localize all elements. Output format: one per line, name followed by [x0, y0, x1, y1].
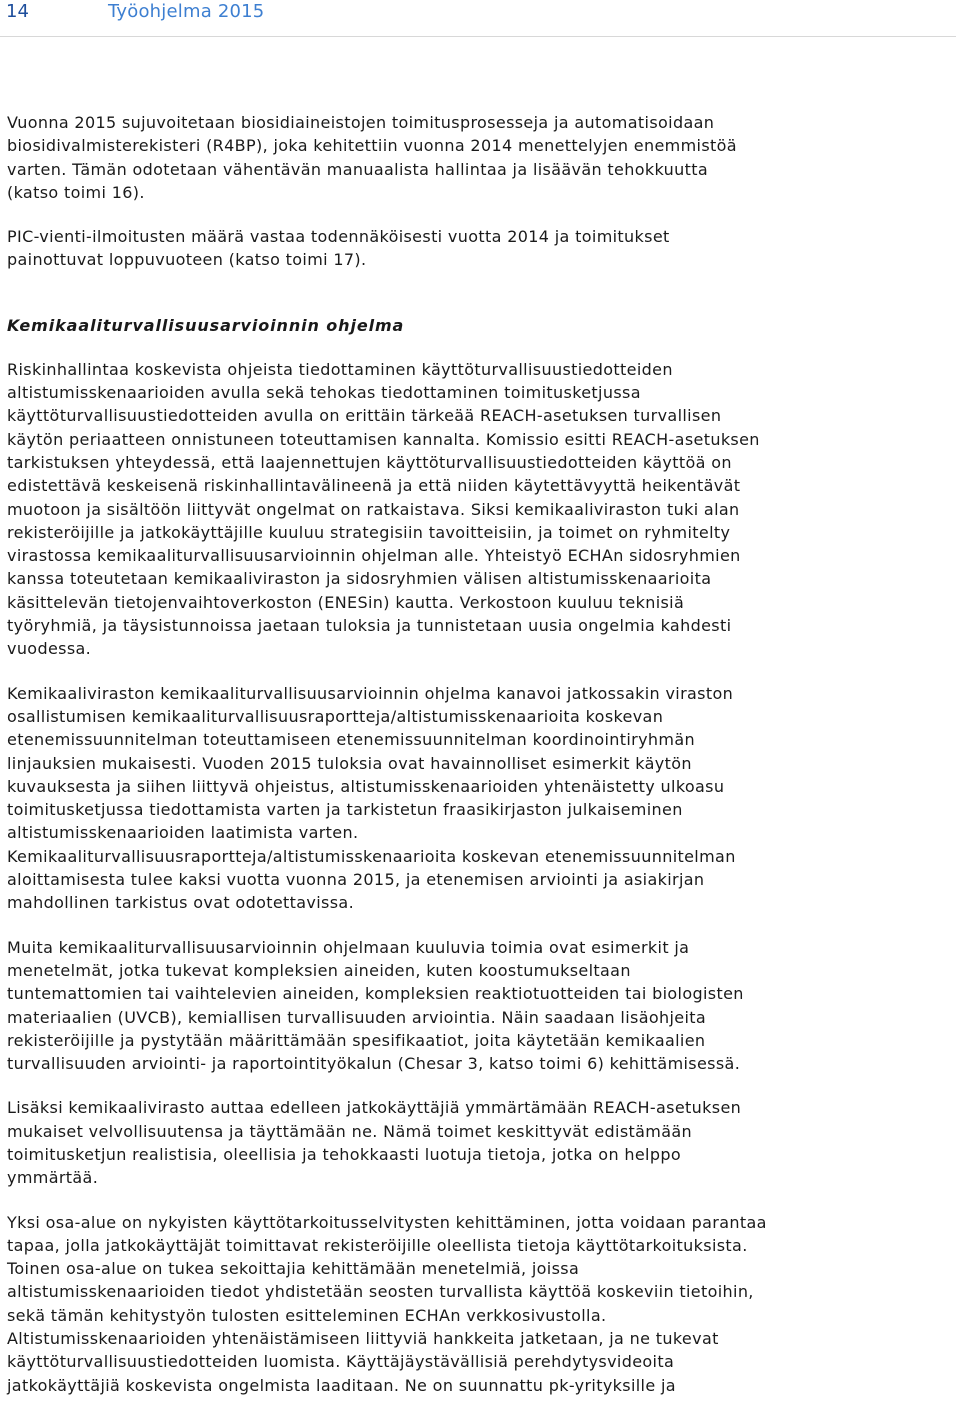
text-line: Lisäksi kemikaalivirasto auttaa edelleen jatkokäyttäjiä ymmärtämään REACH-asetuksen [7, 1098, 742, 1118]
text-line: muotoon ja sisältöön liittyvät ongelmat on ratkaistava. Siksi kemikaaliviraston tuki alan [7, 499, 740, 519]
text-line: Toinen osa-alue on tukea sekoittajia kehittämään menetelmiä, joissa [7, 1259, 580, 1279]
text-line: Kemikaaliturvallisuusraportteja/altistumisskenaarioita koskevan etenemissuunnitelman [7, 846, 736, 866]
text-line: käyttöturvallisuustiedotteiden avulla on erittäin tärkeää REACH-asetuksen turvallisen [7, 406, 722, 426]
text-line: PIC-vienti-ilmoitusten määrä vastaa todennäköisesti vuotta 2014 ja toimitukset [7, 227, 670, 247]
text-line: altistumisskenaarioiden laatimista varten. [7, 823, 359, 843]
text-line: Muita kemikaaliturvallisuusarvioinnin ohjelmaan kuuluvia toimia ovat esimerkit ja [7, 937, 690, 957]
text-line: linjauksien mukaisesti. Vuoden 2015 tuloksia ovat havainnolliset esimerkit käytön [7, 753, 692, 773]
text-line: mahdollinen tarkistus ovat odotettavissa. [7, 893, 355, 913]
paragraph-downstream-users [7, 1096, 952, 1189]
text-line: käyttöturvallisuustiedotteiden luomista. Käyttäjäystävällisiä perehdytysvideoita [7, 1352, 675, 1372]
text-line: kanssa toteutetaan kemikaaliviraston ja sidosryhmien välisen altistumisskenaarioita [7, 569, 712, 589]
paragraph-risk-management [7, 358, 952, 661]
text-line: jatkokäyttäjiä koskevista ongelmista laaditaan. Ne on suunnattu pk-yrityksille ja [7, 1375, 676, 1395]
text-line: Yksi osa-alue on nykyisten käyttötarkoitusselvitysten kehittäminen, jotta voidaan parantaa [7, 1212, 767, 1232]
text-line: toimitusketjun realistisia, oleellisia ja tehokkaasti luotuja tietoja, jotka on helppo [7, 1144, 682, 1164]
running-title: Työohjelma 2015 [108, 1, 265, 22]
text-line: Altistumisskenaarioiden yhtenäistämiseen liittyviä hankkeita jatketaan, ja ne tukevat [7, 1329, 719, 1349]
text-line: biosidivalmisterekisteri (R4BP), joka kehitettiin vuonna 2014 menettelyjen enemmistöä [7, 136, 737, 156]
document-body [7, 111, 952, 1397]
text-line: rekisteröijille ja jatkokäyttäjille kuuluu strategisiin tavoitteisiin, ja toimet on ryhmitelty [7, 522, 731, 542]
text-line: sekä tämän kehitystyön tulosten esitteleminen ECHAn verkkosivustolla. [7, 1305, 607, 1325]
paragraph-other-actions [7, 936, 952, 1076]
text-line: materiaalien (UVCB), kemiallisen turvallisuuden arviointia. Näin saadaan lisäohjeita [7, 1007, 707, 1027]
section-heading: Kemikaaliturvallisuusarvioinnin ohjelma [7, 315, 405, 335]
text-line: menetelmät, jotka tukevat kompleksien aineiden, kuten koostumukseltaan [7, 960, 631, 980]
text-line: aloittamisesta tulee kaksi vuotta vuonna 2015, ja etenemisen arviointi ja asiakirjan [7, 870, 705, 890]
text-line: Kemikaaliviraston kemikaaliturvallisuusarvioinnin ohjelma kanavoi jatkossakin viraston [7, 683, 734, 703]
text-line: Riskinhallintaa koskevista ohjeista tiedottaminen käyttöturvallisuustiedotteiden [7, 359, 673, 379]
text-line: etenemissuunnitelman toteuttamiseen etenemissuunnitelman koordinointiryhmän [7, 730, 695, 750]
text-line: osallistumisen kemikaaliturvallisuusraportteja/altistumisskenaarioita koskevan [7, 706, 664, 726]
text-line: tarkistuksen yhteydessä, että laajennettujen käyttöturvallisuustiedotteiden käyttöä on [7, 452, 732, 472]
paragraph-csa-programme [7, 682, 952, 915]
text-line: työryhmiä, ja täysistunnoissa jaetaan tuloksia ja tunnistetaan uusia ongelmia kahdesti [7, 616, 732, 636]
text-line: tapaa, jolla jatkokäyttäjät toimittavat rekisteröijille oleellista tietoja käyttötarkoituksista. [7, 1235, 748, 1255]
text-line: altistumisskenaarioiden tiedot yhdistetään seosten turvallista käyttöä koskeviin tietoihin, [7, 1282, 754, 1302]
page-number: 14 [6, 1, 29, 22]
page-header [0, 0, 960, 40]
header-divider [0, 36, 956, 37]
text-line: altistumisskenaarioiden avulla sekä tehokas tiedottaminen toimitusketjussa [7, 383, 641, 403]
text-line: ymmärtää. [7, 1168, 99, 1188]
text-line: virastossa kemikaaliturvallisuusarvioinnin ohjelman alle. Yhteistyö ECHAn sidosryhmien [7, 546, 741, 566]
text-line: turvallisuuden arviointi- ja raportointityökalun (Chesar 3, katso toimi 6) kehittämisessä. [7, 1054, 741, 1074]
text-line: painottuvat loppuvuoteen (katso toimi 17). [7, 250, 367, 270]
text-line: vuodessa. [7, 639, 92, 659]
text-line: tuntemattomien tai vaihtelevien aineiden, kompleksien reaktiotuotteiden tai biologisten [7, 984, 744, 1004]
text-line: mukaiset velvollisuutensa ja täyttämään ne. Nämä toimet keskittyvät edistämään [7, 1121, 693, 1141]
text-line: edistettävä keskeisenä riskinhallintavälineenä ja että niiden käytettävyyttä heikentävät [7, 476, 741, 496]
text-line: varten. Tämän odotetaan vähentävän manuaalista hallintaa ja lisäävän tehokkuutta [7, 159, 708, 179]
paragraph-pic [7, 225, 952, 272]
text-line: (katso toimi 16). [7, 182, 145, 202]
paragraph-biocides [7, 111, 952, 204]
text-line: käsittelevän tietojenvaihtoverkoston (ENESin) kautta. Verkostoon kuuluu teknisiä [7, 592, 685, 612]
text-line: kuvauksesta ja siihen liittyvä ohjeistus, altistumisskenaarioiden yhtenäistetty ulkoasu [7, 776, 725, 796]
text-line: Vuonna 2015 sujuvoitetaan biosidiaineistojen toimitusprosesseja ja automatisoidaan [7, 113, 715, 132]
text-line: toimitusketjussa tiedottamista varten ja tarkistetun fraasikirjaston julkaiseminen [7, 800, 683, 820]
text-line: käytön periaatteen onnistuneen toteuttamisen kannalta. Komissio esitti REACH-asetuksen [7, 429, 760, 449]
text-line: rekisteröijille ja pystytään määrittämään spesifikaatiot, joita käytetään kemikaalien [7, 1030, 706, 1050]
paragraph-use-descriptions [7, 1211, 952, 1397]
